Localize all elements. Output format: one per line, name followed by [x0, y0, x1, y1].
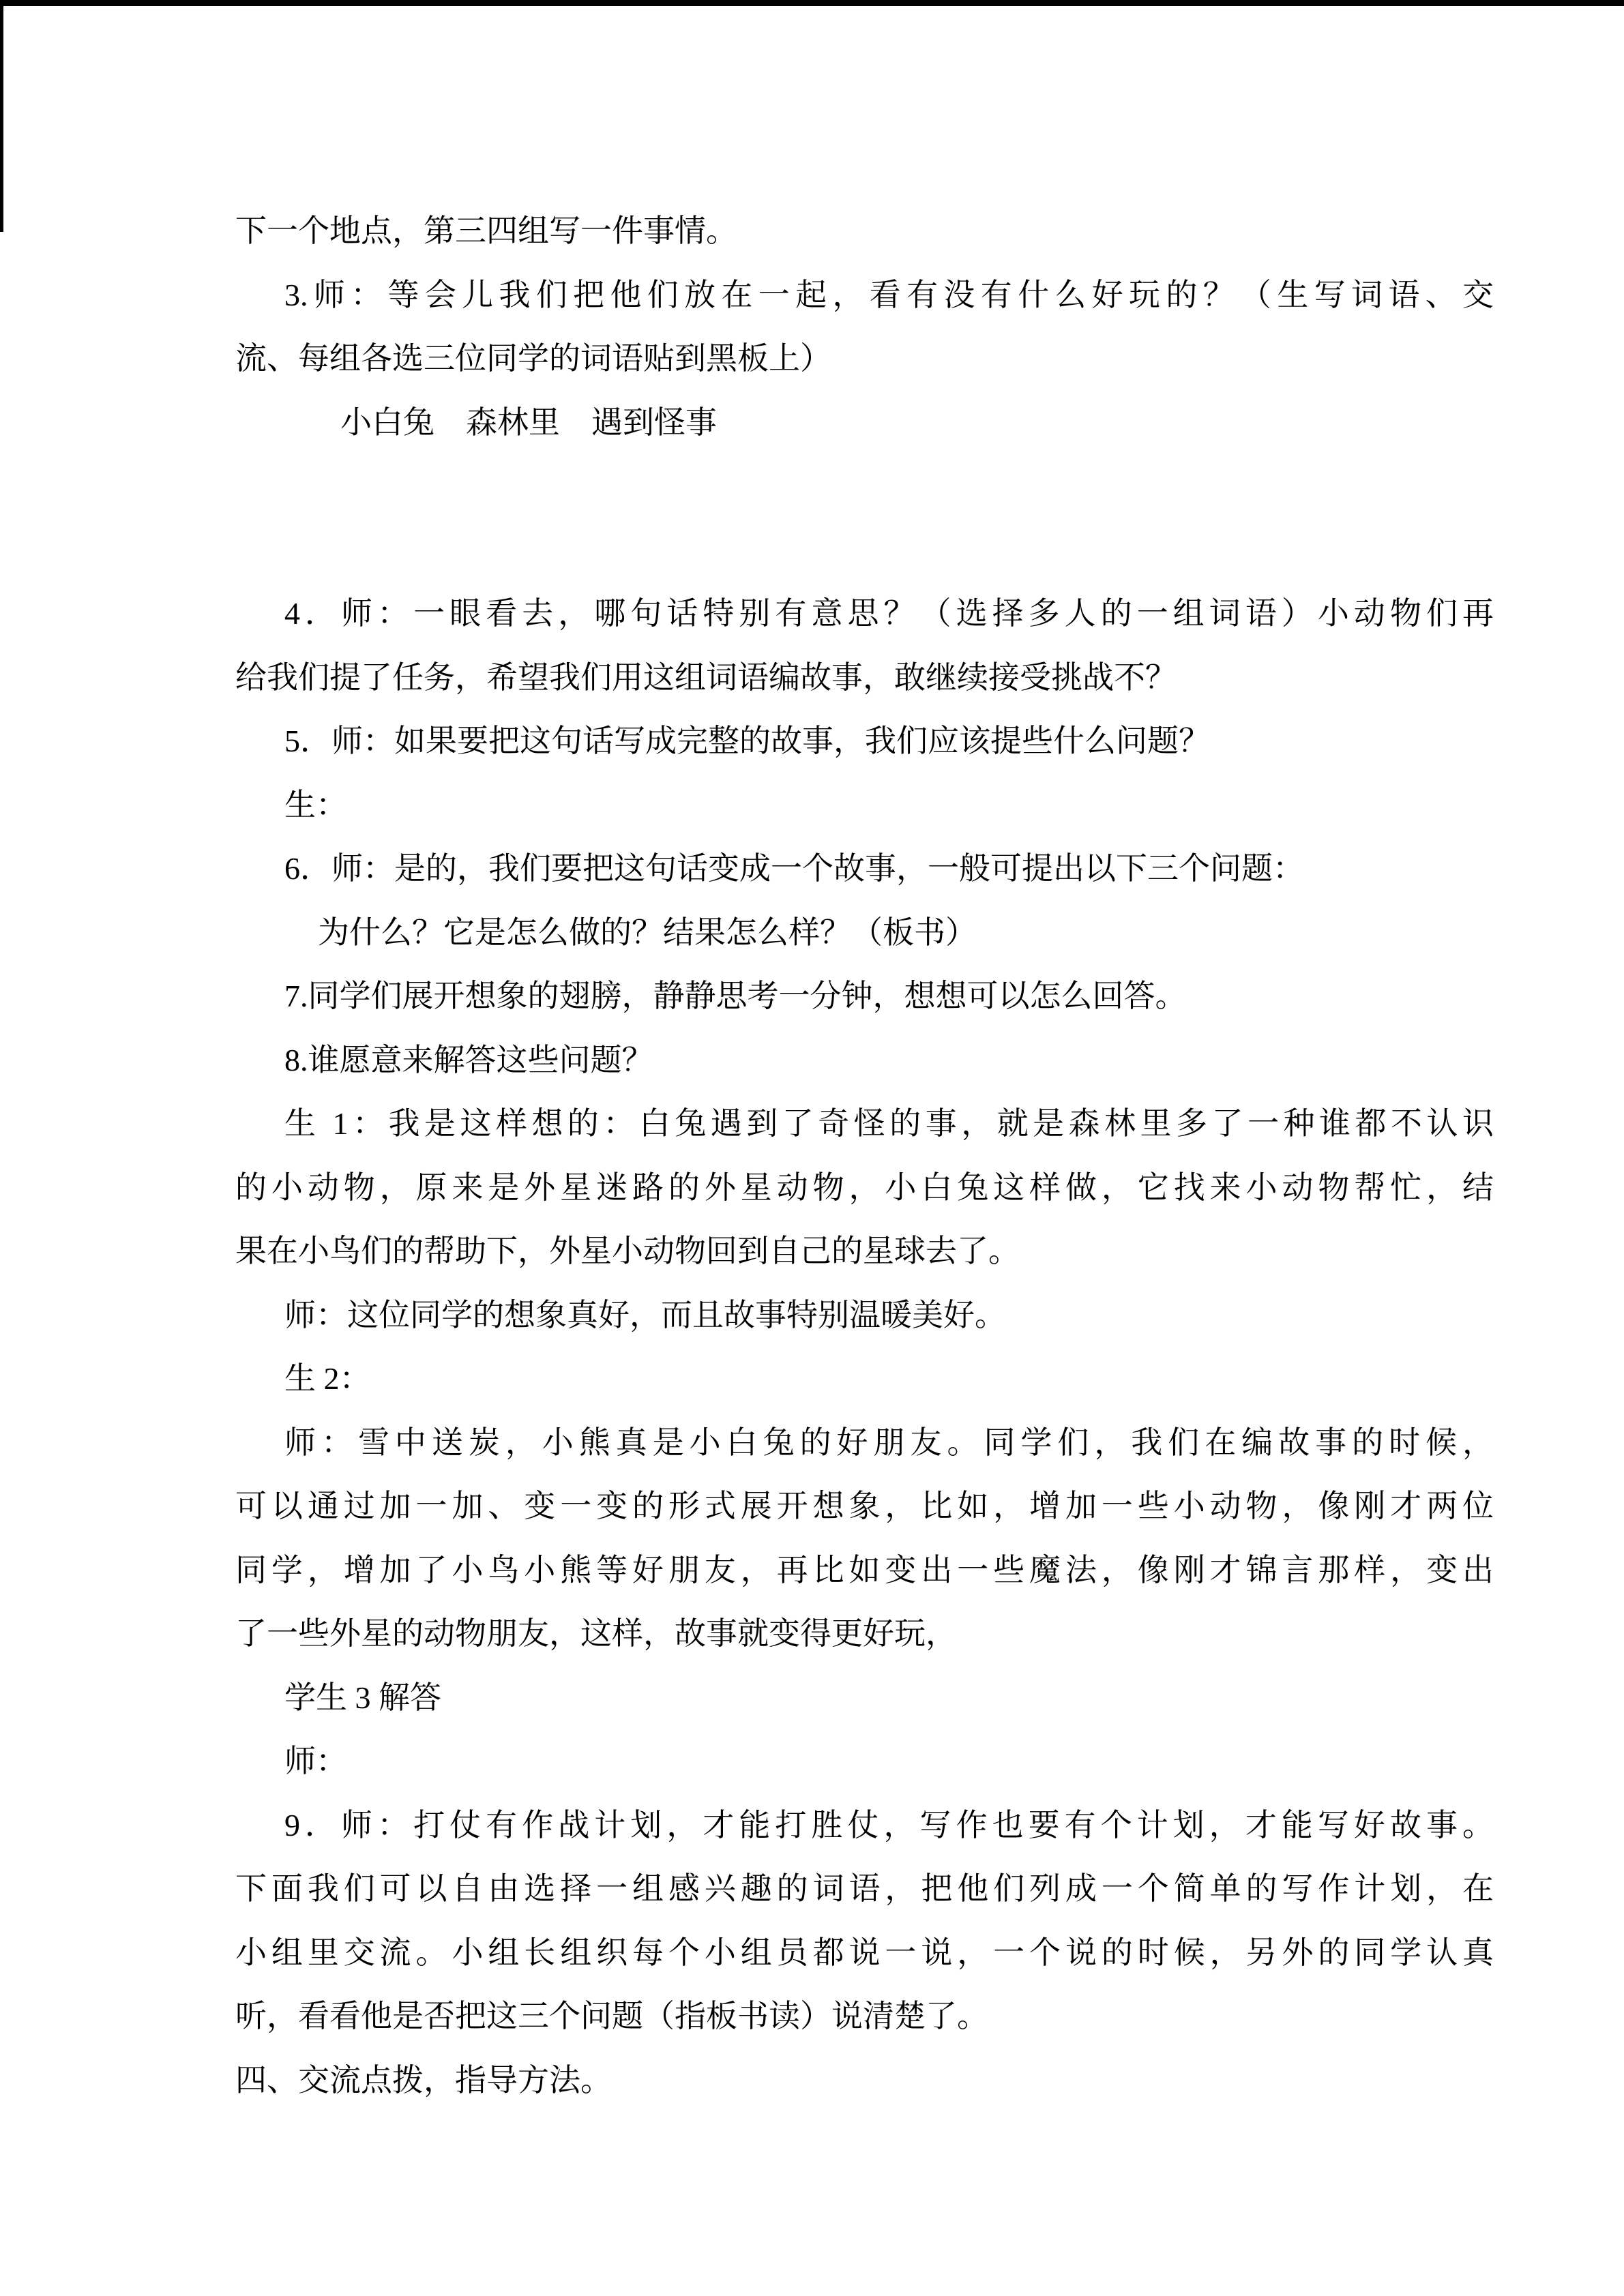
text-line: 四、交流点拨，指导方法。 [235, 2062, 612, 2098]
text-line: 8.谁愿意来解答这些问题？ [284, 1042, 653, 1077]
scan-artifact-top-bar [0, 0, 1624, 6]
text-line: 听，看看他是否把这三个问题（指板书读）说清楚了。 [235, 1999, 988, 2033]
text-line: 为什么？它是怎么做的？结果怎么样？（板书） [318, 914, 977, 950]
text-line: 5．师：如果要把这句话写成完整的故事，我们应该提些什么问题？ [284, 724, 1210, 758]
text-line: 果在小鸟们的帮助下，外星小动物回到自己的星球去了。 [235, 1234, 1020, 1268]
text-line: 生 1：我是这样想的：白兔遇到了奇怪的事，就是森林里多了一种谁都不认识 [284, 1106, 1494, 1141]
text-line: 学生 3 解答 [284, 1680, 441, 1715]
text-line: 师： [284, 1744, 347, 1778]
text-line: 9．师：打仗有作战计划，才能打胜仗，写作也要有个计划，才能写好故事。 [284, 1807, 1494, 1843]
text-line: 给我们提了任务，希望我们用这组词语编故事，敢继续接受挑战不？ [235, 659, 1177, 695]
text-line: 师：这位同学的想象真好，而且故事特别温暖美好。 [284, 1297, 1006, 1332]
text-line: 3.师：等会儿我们把他们放在一起，看有没有什么好玩的？（生写词语、交 [284, 277, 1494, 312]
blank-line [235, 454, 1494, 518]
document-body [235, 199, 1494, 2112]
text-line: 4．师：一眼看去，哪句话特别有意思？（选择多人的一组词语）小动物们再 [284, 596, 1494, 631]
text-line: 生 2： [284, 1361, 371, 1396]
text-line: 7.同学们展开想象的翅膀，静静思考一分钟，想想可以怎么回答。 [284, 979, 1187, 1013]
text-line: 6．师：是的，我们要把这句话变成一个故事，一般可提出以下三个问题： [284, 851, 1304, 886]
scan-artifact-left-bar [0, 0, 3, 232]
text-line: 的小动物，原来是外星迷路的外星动物，小白兔这样做，它找来小动物帮忙，结 [235, 1169, 1494, 1205]
text-line: 可以通过加一加、变一变的形式展开想象，比如，增加一些小动物，像刚才两位 [235, 1489, 1494, 1523]
text-line: 了一些外星的动物朋友，这样，故事就变得更好玩， [235, 1616, 957, 1651]
blank-line [235, 518, 1494, 582]
text-line: 同学，增加了小鸟小熊等好朋友，再比如变出一些魔法，像刚才锦言那样，变出 [235, 1552, 1494, 1587]
text-line: 小白兔 森林里 遇到怪事 [340, 404, 717, 440]
text-line: 师：雪中送炭，小熊真是小白兔的好朋友。同学们，我们在编故事的时候， [284, 1425, 1494, 1460]
text-line: 下面我们可以自由选择一组感兴趣的词语，把他们列成一个简单的写作计划，在 [235, 1871, 1494, 1906]
text-line: 流、每组各选三位同学的词语贴到黑板上） [235, 341, 831, 376]
text-line: 生： [284, 787, 347, 822]
text-line: 小组里交流。小组长组织每个小组员都说一说，一个说的时候，另外的同学认真 [235, 1935, 1494, 1970]
text-line: 下一个地点，第三四组写一件事情。 [235, 213, 737, 248]
